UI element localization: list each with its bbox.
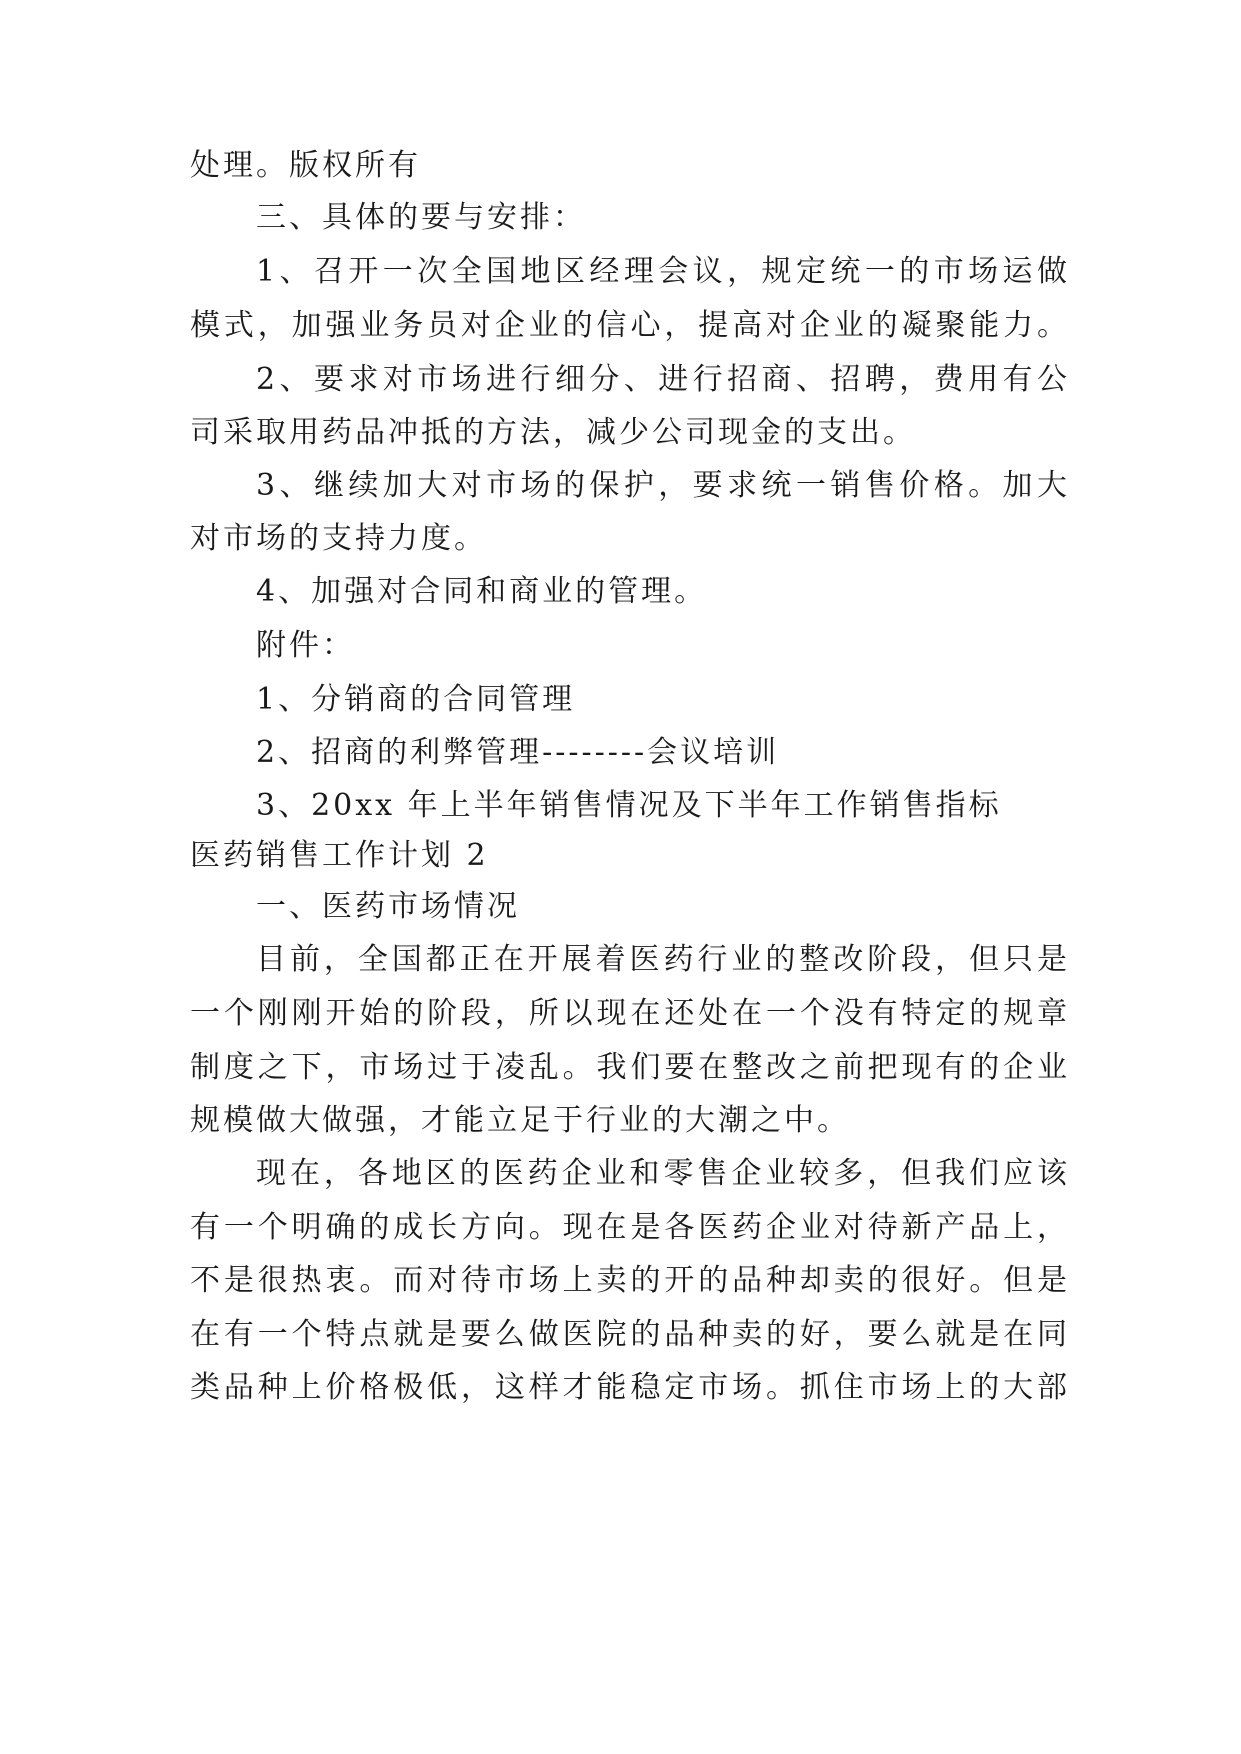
section-heading: 一、医药市场情况 <box>256 889 520 924</box>
paragraph-line: 对市场的支持力度。 <box>190 521 487 556</box>
document-title: 医药销售工作计划 2 <box>190 838 489 873</box>
paragraph-line: 1、召开一次全国地区经理会议，规定统一的市场运做 <box>256 254 1070 289</box>
paragraph-line: 3、继续加大对市场的保护，要求统一销售价格。加大 <box>256 468 1070 503</box>
attachment-item: 2、招商的利弊管理--------会议培训 <box>256 735 780 770</box>
paragraph-line: 在有一个特点就是要么做医院的品种卖的好，要么就是在同 <box>190 1317 1070 1352</box>
paragraph-line: 模式，加强业务员对企业的信心，提高对企业的凝聚能力。 <box>190 308 1070 343</box>
attachment-heading: 附件： <box>256 628 355 663</box>
paragraph-line: 规模做大做强，才能立足于行业的大潮之中。 <box>190 1103 850 1138</box>
paragraph-line: 目前，全国都正在开展着医药行业的整改阶段，但只是 <box>256 942 1070 977</box>
paragraph-line: 处理。版权所有 <box>190 148 421 183</box>
section-heading: 三、具体的要与安排： <box>256 200 586 235</box>
attachment-item: 1、分销商的合同管理 <box>256 682 576 717</box>
paragraph-line: 一个刚刚开始的阶段，所以现在还处在一个没有特定的规章 <box>190 996 1070 1031</box>
paragraph-line: 类品种上价格极低，这样才能稳定市场。抓住市场上的大部 <box>190 1370 1070 1405</box>
paragraph-line: 有一个明确的成长方向。现在是各医药企业对待新产品上， <box>190 1210 1070 1245</box>
paragraph-line: 现在，各地区的医药企业和零售企业较多，但我们应该 <box>256 1156 1070 1191</box>
paragraph-line: 4、加强对合同和商业的管理。 <box>256 574 708 609</box>
paragraph-line: 制度之下，市场过于凌乱。我们要在整改之前把现有的企业 <box>190 1050 1070 1085</box>
paragraph-line: 2、要求对市场进行细分、进行招商、招聘，费用有公 <box>256 362 1070 397</box>
paragraph-line: 司采取用药品冲抵的方法，减少公司现金的支出。 <box>190 415 916 450</box>
paragraph-line: 不是很热衷。而对待市场上卖的开的品种却卖的很好。但是 <box>190 1263 1070 1298</box>
attachment-item: 3、20xx 年上半年销售情况及下半年工作销售指标 <box>256 788 1002 823</box>
